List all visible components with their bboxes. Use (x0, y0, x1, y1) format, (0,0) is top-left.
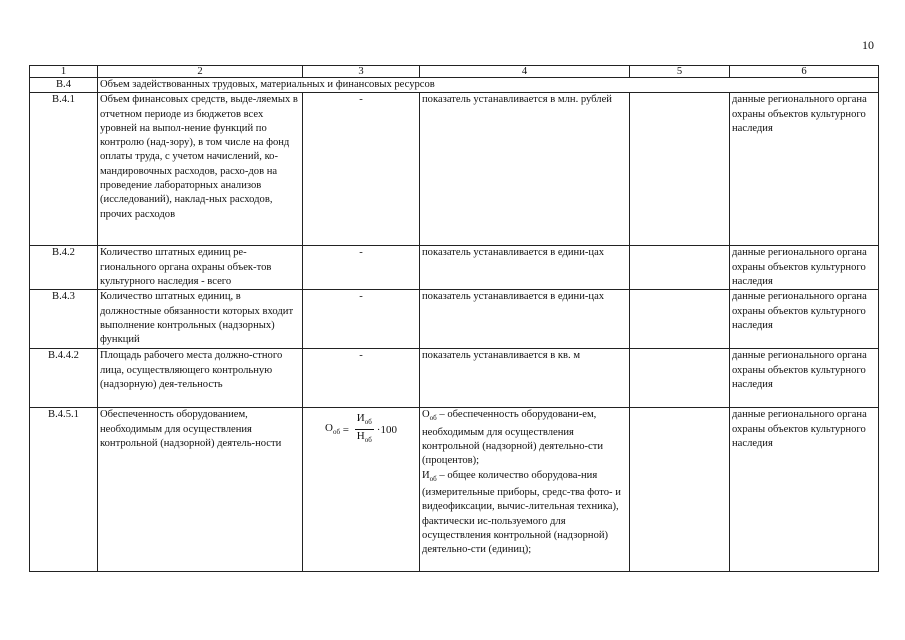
row-comment (420, 408, 630, 572)
section-code: В.4 (30, 78, 98, 93)
row-code: В.4.4.2 (30, 349, 98, 408)
section-title: Объем задействованных трудовых, материальных и финансовых ресурсов (98, 78, 879, 93)
row-comment: показатель устанавливается в едини-цах (420, 290, 630, 349)
row-source: данные регионального органа охраны объектов культурного наследия (730, 408, 879, 572)
page-number: 10 (862, 38, 874, 52)
row-formula: - (303, 290, 420, 349)
row-name: Количество штатных единиц ре-гионального органа охраны объек-тов культурного наследия - всего (98, 246, 303, 290)
row-code: В.4.1 (30, 93, 98, 246)
column-header: 3 (303, 66, 420, 78)
row-comment: показатель устанавливается в едини-цах (420, 246, 630, 290)
row-name: Объем финансовых средств, выде-ляемых в отчетном периоде из бюджетов всех уровней на выпол-нение функций по контролю (над-зору), в том числе на фонд оплаты труда, с учетом начислений, ко-мандировочных расходов, расхо-дов на проведение лабораторных анализов (исследований), наклад-ных расходов, прочих расходов (98, 93, 303, 246)
row-comment: показатель устанавливается в кв. м (420, 349, 630, 408)
row-col5 (630, 408, 730, 572)
row-code: В.4.3 (30, 290, 98, 349)
row-formula: - (303, 349, 420, 408)
table-row (30, 349, 879, 408)
indicators-table (29, 65, 879, 572)
formula-equals: = (340, 423, 352, 436)
formula-multiplier: ·100 (376, 423, 397, 436)
row-code: В.4.5.1 (30, 408, 98, 572)
row-col5 (630, 246, 730, 290)
row-source: данные регионального органа охраны объектов культурного наследия (730, 246, 879, 290)
row-code: В.4.2 (30, 246, 98, 290)
row-formula: - (303, 246, 420, 290)
column-header: 6 (730, 66, 879, 78)
column-header: 5 (630, 66, 730, 78)
row-formula: - (303, 93, 420, 246)
section-row (30, 78, 879, 93)
column-header: 4 (420, 66, 630, 78)
formula-numerator: $И_{об}$ (355, 412, 374, 430)
row-name: Площадь рабочего места должно-стного лица, осуществляющего контрольную (надзорную) дея-тельность (98, 349, 303, 408)
row-source: данные регионального органа охраны объектов культурного наследия (730, 93, 879, 246)
definition-o: $О_{об}$ – обеспеченность оборудовани-ем, необходимым для осуществления контрольной (надзорной) деятельно-сти (процентов); (422, 409, 604, 467)
row-source: данные регионального органа охраны объектов культурного наследия (730, 349, 879, 408)
row-name: Количество штатных единиц, в должностные обязанности которых входит выполнение контрольных (надзорных) функций (98, 290, 303, 349)
equipment-formula (325, 412, 397, 447)
row-col5 (630, 349, 730, 408)
definition-i: $И_{об}$ – общее количество оборудова-ния (измерительные приборы, средс-тва фото- и видеофиксации, вычис-лительная техника), фактически ис-пользуемого для осуществления контрольной (надзорной) деятельно-сти (единиц); (422, 469, 621, 556)
row-name: Обеспеченность оборудованием, необходимым для осуществления контрольной (надзорной) деятель-ности (98, 408, 303, 572)
table-row (30, 408, 879, 572)
row-comment: показатель устанавливается в млн. рублей (420, 93, 630, 246)
row-source: данные регионального органа охраны объектов культурного наследия (730, 290, 879, 349)
formula-fraction (355, 412, 374, 447)
formula-lhs: $О_{об}$ (325, 421, 341, 436)
table-row (30, 290, 879, 349)
row-formula (303, 408, 420, 572)
column-header: 1 (30, 66, 98, 78)
header-row (30, 66, 879, 78)
table-row (30, 93, 879, 246)
row-col5 (630, 93, 730, 246)
row-col5 (630, 290, 730, 349)
table-row (30, 246, 879, 290)
column-header: 2 (98, 66, 303, 78)
formula-denominator: $Н_{об}$ (356, 430, 372, 445)
